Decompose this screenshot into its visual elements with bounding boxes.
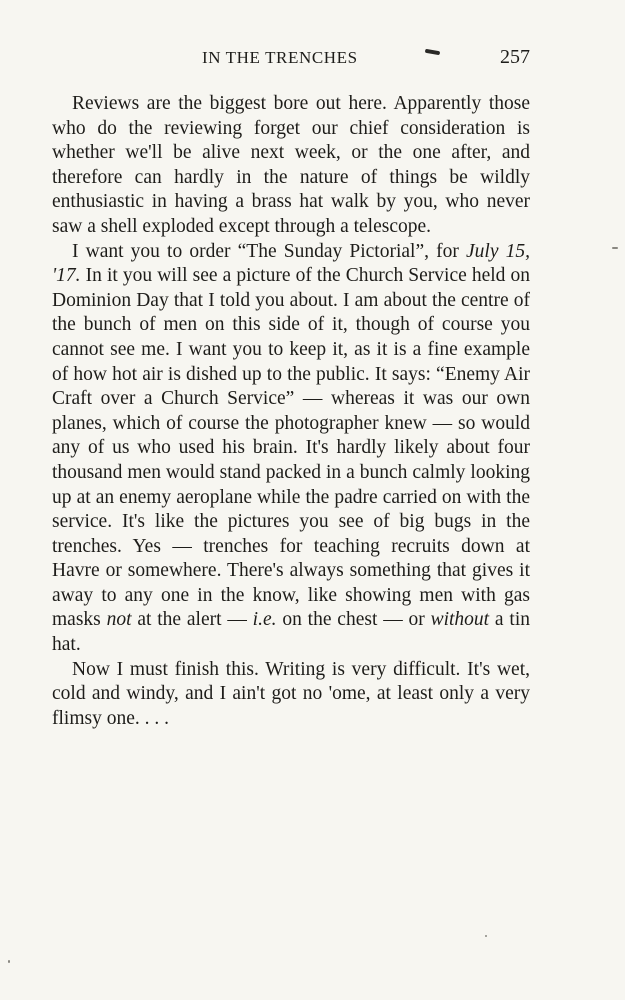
- running-title: IN THE TRENCHES: [202, 48, 358, 67]
- page-header: [52, 46, 530, 76]
- emphasis-ie: i.e.: [252, 609, 277, 631]
- paragraph-closing: Now I must finish this. Writing is very difficult. It's wet, cold and windy, and I ain't got no 'ome, at least only a very flimsy one. . . .: [52, 658, 530, 729]
- paper-speck: [8, 960, 10, 963]
- text-segment: a tin hat.: [52, 609, 530, 656]
- page-number: 257: [500, 46, 530, 68]
- paragraph-reviews: Reviews are the biggest bore out here. Apparently those who do the reviewing forget our chief consideration is whether we'll be alive next week, or the one after, and therefore can hardly in the nature of things be wildly enthusiastic in having a brass hat walk by you, who never saw a shell exploded except through a telescope.: [52, 93, 530, 237]
- paragraph-sunday-pictorial: [52, 240, 530, 658]
- date-italic: July 15, '17.: [52, 240, 530, 287]
- paper-speck: [485, 935, 487, 937]
- emphasis-not: not: [106, 609, 132, 631]
- text-segment: I want you to order “The Sunday Pictorial”, for: [72, 240, 466, 262]
- text-segment: In it you will see a picture of the Church Service held on Dominion Day that I told you about. I am about the centre of the bunch of men on this side of it, though of course you cannot see me. I want you to keep it, as it is a fine example of how hot air is dished up to the public. It says: “Enemy Air Craft over a Church Service” — whereas it was our own planes, which of course the photographer knew — so would any of us who used his brain. It's hardly likely about four thousand men would stand packed in a bunch calmly looking up at an enemy aeroplane while the padre carried on with the service. It's like the pictures you see of big bugs in the trenches. Yes — trenches for teaching recruits down at Havre or somewhere. There's always something that gives it away to any one in the know, like showing men with gas masks: [52, 265, 530, 631]
- text-segment: at the alert —: [131, 609, 253, 631]
- text-segment: on the chest — or: [276, 609, 431, 631]
- paper-speck: [612, 247, 618, 249]
- emphasis-without: without: [430, 609, 490, 631]
- body-text: [52, 92, 530, 731]
- ink-mark: [425, 49, 440, 56]
